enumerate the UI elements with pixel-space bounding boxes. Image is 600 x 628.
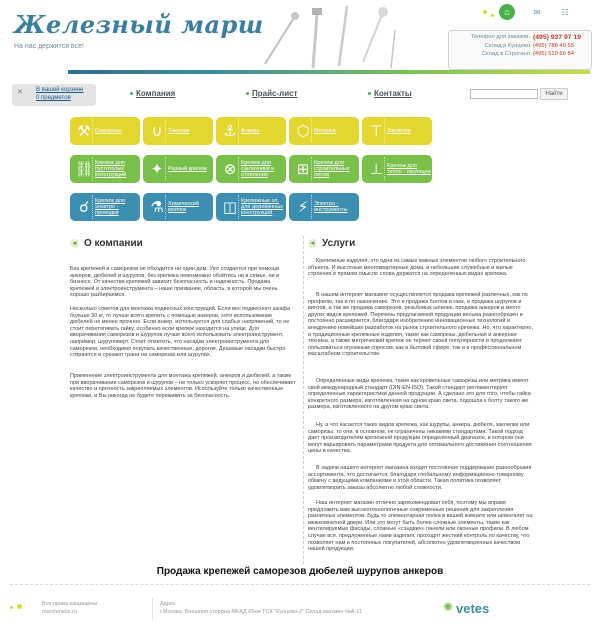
category-tile[interactable] — [143, 193, 213, 221]
tile-divider — [238, 195, 239, 219]
category-label[interactable]: Крепеж для тепло - изоляции — [387, 162, 431, 175]
site-slogan: На нас держится все! — [14, 43, 84, 50]
footer-divider — [10, 584, 590, 585]
category-tile[interactable] — [289, 155, 359, 183]
bolt-icon: ✦ — [150, 160, 164, 178]
rivet-icon: ⊤ — [369, 122, 383, 140]
tile-divider — [92, 157, 93, 181]
category-tile[interactable] — [70, 155, 140, 183]
tile-divider — [92, 119, 93, 143]
services-paragraph: Крепежные изделия, это одни из самых важных элементов любого строительного объекта. И высотные многоквартирные дома, и небольшие служебные и жилые строения в прямом смысле слова держатся на определенных видах крепежа. — [308, 258, 526, 278]
tile-divider — [311, 119, 312, 143]
category-tile[interactable] — [143, 155, 213, 183]
home-icon[interactable]: ⌂ — [499, 4, 515, 20]
nav-price-list[interactable]: Прайс-лист — [246, 89, 297, 98]
category-tile[interactable] — [216, 117, 286, 145]
footer-separator — [152, 598, 153, 620]
drill-icon: ⚡ — [297, 198, 309, 216]
cart-count[interactable]: 0 предметов — [36, 95, 71, 101]
developer-logo-icon[interactable]: ✺ — [443, 600, 454, 614]
seo-heading: Продажа крепежей саморезов дюбелей шурупов анкеров — [156, 566, 444, 577]
category-label[interactable]: Крепеж для электро - проводки — [95, 197, 125, 217]
contact-phone[interactable]: (495) 788 49 55 — [533, 43, 574, 49]
category-label[interactable]: Крепеж для сантехники и отопления — [241, 159, 275, 179]
about-paragraph: Без крепежей и саморезов не обходится ни один дом. Уют создается при помощи анкеров, дюбелей и шурупов, без крепежа невозможно обойтись ни в семье, ни в бизнесе. От качества крепежей зависит безопасность и надежность. Продажа крепежей и электроинструмента – наше призвание, область, в которой мы очень хорошо разбираемся. — [70, 266, 280, 299]
category-label[interactable]: Химический крепеж — [168, 200, 199, 213]
category-tile[interactable] — [70, 193, 140, 221]
site-logo[interactable]: Железный марш — [14, 10, 264, 39]
header-stripe — [68, 70, 590, 74]
category-label[interactable]: Крепеж для пустотелых конструкций — [95, 159, 127, 179]
contact-row — [449, 34, 593, 42]
chemical-icon: ⚗ — [150, 198, 164, 216]
mail-icon[interactable]: ✉ — [533, 8, 541, 17]
contact-label: Телефон для заказов: — [470, 34, 530, 40]
category-label[interactable]: Анкера — [241, 127, 260, 134]
contact-row — [449, 51, 593, 59]
wood-bracket-icon: ◫ — [222, 198, 238, 216]
close-icon[interactable]: ✕ — [17, 89, 23, 96]
contact-phone[interactable]: (495) 510 66 84 — [533, 51, 574, 57]
category-label[interactable]: Разный крепеж — [168, 165, 207, 172]
tools-illustration — [255, 2, 405, 72]
bullet-icon: ◂ — [70, 239, 79, 248]
shackle-icon: ∪ — [151, 122, 163, 140]
search-input[interactable] — [470, 89, 538, 99]
category-tile[interactable] — [70, 117, 140, 145]
contact-phone[interactable]: (495) 937 97 19 — [533, 34, 581, 41]
category-label[interactable]: Метрика — [314, 127, 336, 134]
plumbing-icon: ⊗ — [223, 160, 237, 178]
screw-icon: ⚒ — [77, 122, 91, 140]
about-paragraph: Несколько советов для монтажа подвесных конструкций. Если вес подвесного шкафа больше 30 кг, то лучше всего крепить с помощью анкеров, хотя использование дюбелей не менее прочное. Если анкер, используется для слабых напряжений, то не стоит перетягивать гайку, особенно если крепеж находится на улице. Для вворачивания саморезов и шурупов лучше всего использовать электроинструмент, например, шуруповерт. Стоит отметить, что насадки электроинструмента для саморезов, необходимо покупать качественные, дорогие. Дешевые насадки быстро стираются и срезают грани на саморезах или шурупах. — [70, 306, 291, 359]
tile-divider — [384, 119, 385, 143]
cable-clip-icon: ☌ — [78, 198, 90, 216]
services-paragraph: Наш интернет магазин отлично зарекомендовал себя, поэтому мы вправе предложить вам высокотехнологичные современные решения для закрепления различных элементов. Будь то элементарная полка в вашей комнате или шпингалет на межкомнатной двери. Или это могут быть более сложные элементы, такие как вентилируемые фасады, сложные «сэндвич» панели или оконные профили. В любом случае все, предложенные нами изделия, проходят жесткий контроль по качеству, что позволяет нам и постоянных покупателей, абсолютно удовлетворенных качеством нашей продукции. — [308, 500, 533, 553]
nut-icon: ⬡ — [296, 122, 310, 140]
category-tile[interactable] — [216, 193, 286, 221]
cart-label[interactable]: В вашей корзине — [36, 87, 84, 93]
nav-contacts[interactable]: Контакты — [368, 89, 412, 98]
tile-divider — [311, 195, 312, 219]
hollow-anchor-icon: ⛓ — [74, 160, 94, 178]
developer-logo[interactable]: vetes — [456, 601, 490, 616]
nav-company[interactable]: Компания — [130, 89, 175, 98]
search-button[interactable]: Найти — [540, 88, 568, 100]
category-tile[interactable] — [216, 155, 286, 183]
services-paragraph: В задачи нашего интернет магазина входит постоянное поддержание разнообразия ассортимента, что достигается, благодаря глобальному информационно-товарному обмену с ведущими компаниями в этой области. Такая политика позволяет удовлетворить заказы абсолютно любой сложности. — [308, 465, 532, 491]
column-divider — [303, 236, 304, 564]
services-paragraph: Определенные виды крепежа, такие как кровельные саморезы или метрика имеют свой международный стандарт (DIN-EN-ISO). Такой стандарт регламентирует определенные характеристики данной продукции. А сделано это для того, чтобы гайка конкретного размера, изготовленная на одном краю света, подошла к болту такого же размера, изготовленного на другом краю света. — [308, 378, 531, 411]
tile-divider — [384, 157, 385, 181]
services-paragraph: В нашем интернет магазине осуществляется продажа крепежей различных, как по профилю, так и по назначению. Это и продажа болтов и гаек, и продажа шурупов и винтов, а так же продажа саморезов, резьбовых шпилек, продажа анкеров и много других видов крепежей. Перечень предлагаемой продукции весьма разнообразен и постоянно расширяется, благодаря изобретению инновационных технологий и внедрению новейших разработок на рынок строительного крепежа. Но, что характерно, и традиционные крепежные изделия, такие как саморезы, дюбельная и анкерная техника, а также метрический крепеж не теряют своей популярности и продолжают пользоваться огромным спросом, как в бытовой сфере, так и в профессиональном масштабном строительстве. — [308, 292, 533, 358]
category-tile[interactable] — [289, 117, 359, 145]
tile-divider — [238, 157, 239, 181]
cart-widget[interactable] — [12, 84, 96, 106]
contacts-box — [448, 30, 592, 70]
contact-label: Склад в Строгино — [481, 51, 530, 57]
copyright-domain: marshmetiz.ru — [42, 609, 77, 615]
tile-divider — [165, 157, 166, 181]
sitemap-icon[interactable]: ☷ — [561, 8, 569, 17]
services-title: ◂ Услуги — [308, 238, 355, 249]
category-tile[interactable] — [143, 117, 213, 145]
bullet-icon: ◂ — [308, 239, 317, 248]
tile-divider — [165, 195, 166, 219]
category-label[interactable]: Электро - инструменты — [314, 200, 348, 213]
address-text: г.Москва, Внешняя сторона МКАД 65км ТСК "Кунцево-2" Склад магазин №А-11 — [160, 609, 363, 615]
category-label[interactable]: Саморезы — [95, 127, 122, 134]
tile-divider — [238, 119, 239, 143]
tile-divider — [92, 195, 93, 219]
tile-divider — [165, 119, 166, 143]
contact-row — [449, 43, 593, 51]
category-label[interactable]: Крепежные эл. для деревянных конструкций — [241, 197, 283, 217]
about-title: ◂ О компании — [70, 238, 143, 249]
insulation-dowel-icon: ⊥ — [369, 160, 383, 178]
scaffold-icon: ⊞ — [296, 160, 310, 178]
tile-divider — [311, 157, 312, 181]
category-label[interactable]: Крепеж для строительных лесов — [314, 159, 350, 179]
category-label[interactable]: Такелаж — [168, 127, 190, 134]
category-label[interactable]: Заклепки — [387, 127, 411, 134]
services-paragraph: Ну, а что касается таких видов крепежа, как шурупы, анкера, дюбеля, заклепки или саморезы, то они, в основном, не ограничены никакими стандартами. Такой подход дает производителям крепежной продукции определенный диапазон, в котором они могут варьировать параметрами продукта для оптимального достижения соотношения цены и качества. — [308, 422, 532, 455]
copyright: Все права защищены — [42, 601, 98, 607]
category-tile[interactable] — [362, 117, 432, 145]
contact-label: Склад в Кунцево — [484, 43, 530, 49]
address-label: Адрес — [160, 601, 176, 607]
category-tile[interactable] — [362, 155, 432, 183]
about-paragraph: Применение электроинструмента для монтажа крепежей, анкеров и дюбелей, а также при вворачивании саморезов и шурупов – не только ускоряет процесс, но обеспечивает качество и прочность закрепляемых элементов. Используйте только качественные крепежи, и Вы никогда не будете переживать за безопасность. — [70, 373, 296, 399]
anchor-icon: ⚓ — [223, 122, 237, 140]
category-tile[interactable] — [289, 193, 359, 221]
